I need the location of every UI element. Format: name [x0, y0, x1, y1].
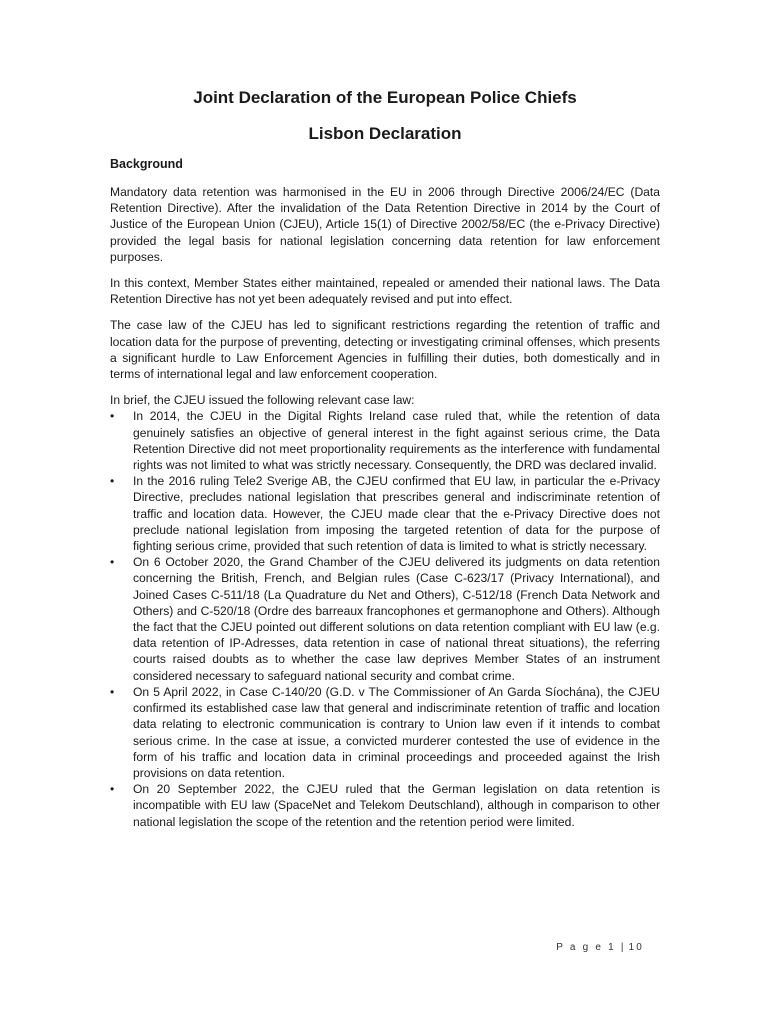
bullet-icon: •	[110, 555, 115, 570]
case-law-item-text: On 20 September 2022, the CJEU ruled that the German legislation on data retention is incompatible with EU law (SpaceNet and Telekom Deutschland), although in comparison to other national legislation the scope of the retention and the retention period were limited.	[133, 782, 660, 829]
document-subtitle: Lisbon Declaration	[308, 124, 462, 143]
case-law-item-text: On 5 April 2022, in Case C-140/20 (G.D. v The Commissioner of An Garda Síochána), the CJEU confirmed its established case law that general and indiscriminate retention of traffic and location data relating to electronic communication is contrary to Union law even if it intends to combat serious crime. In the case at issue, a convicted murderer contested the use of evidence in the form of his traffic and location data in criminal proceedings and proceeded against the Irish provisions on data retention.	[133, 684, 660, 780]
paragraph-data-retention-history: Mandatory data retention was harmonised in the EU in 2006 through Directive 2006/24/EC (Data Retention Directive). After the invalidation of the Data Retention Directive in 2014 by the Court of Justice of the European Union (CJEU), Article 15(1) of Directive 2002/58/EC (the e-Privacy Directive) provided the legal basis for national legislation concerning data retention for law enforcement purposes.	[110, 185, 660, 264]
paragraph-member-states-context: In this context, Member States either maintained, repealed or amended their national laws. The Data Retention Directive has not yet been adequately revised and put into effect.	[110, 276, 660, 307]
paragraph-case-law-restrictions: The case law of the CJEU has led to significant restrictions regarding the retention of traffic and location data for the purpose of preventing, detecting or investigating criminal offenses, which presents a significant hurdle to Law Enforcement Agencies in fulfilling their duties, both domestically and in terms of international legal and law enforcement cooperation.	[110, 318, 660, 382]
page-separator: |	[620, 942, 624, 953]
case-law-item-text: In 2014, the CJEU in the Digital Rights Ireland case ruled that, while the retention of data genuinely satisfies an objective of general interest in the fight against serious crime, the Data Retention Directive did not meet proportionality requirements as the interference with fundamental rights was not limited to what was strictly necessary. Consequently, the DRD was declared invalid.	[133, 409, 660, 473]
bullet-icon: •	[110, 409, 115, 424]
document-title: Joint Declaration of the European Police Chiefs	[193, 88, 577, 107]
case-law-item-grand-chamber-2020	[110, 554, 660, 684]
case-law-list-intro: In brief, the CJEU issued the following relevant case law:	[110, 393, 415, 408]
case-law-list	[110, 408, 660, 829]
page-number: 1	[608, 942, 616, 953]
case-law-item-tele2-sverige	[110, 473, 660, 554]
case-law-item-digital-rights-ireland	[110, 408, 660, 473]
bullet-icon: •	[110, 474, 115, 489]
page-label: P a g e	[556, 942, 604, 953]
bullet-icon: •	[110, 684, 115, 699]
case-law-item-text: In the 2016 ruling Tele2 Sverige AB, the CJEU confirmed that EU law, in particular the e-Privacy Directive, precludes national legislation that prescribes general and indiscriminate retention of traffic and location data. However, the CJEU made clear that the e-Privacy Directive does not preclude national legislation from imposing the targeted retention of data for the purpose of fighting serious crime, provided that such retention of data is limited to what is strictly necessary.	[133, 474, 660, 554]
case-law-item-spacenet-telekom	[110, 781, 660, 830]
total-pages: 10	[628, 942, 644, 953]
section-heading-background: Background	[110, 157, 183, 171]
case-law-item-text: On 6 October 2020, the Grand Chamber of the CJEU delivered its judgments on data retention concerning the British, French, and Belgian rules (Case C-623/17 (Privacy International), and Joined Cases C-511/18 (La Quadrature du Net and Others), C-512/18 (French Data Network and Others) and C-520/18 (Ordre des barreaux francophones et germanophone and Others). Although the fact that the CJEU pointed out different solutions on data retention compliant with EU law (e.g. data retention of IP-Adresses, data retention in case of national threat situations), the referring courts raised doubts as to whether the case law deprives Member States of an instrument considered necessary to safeguard national security and combat crime.	[133, 555, 660, 683]
case-law-item-garda-siochana	[110, 684, 660, 781]
document-body	[110, 184, 660, 830]
bullet-icon: •	[110, 782, 115, 797]
page-number-footer	[556, 942, 644, 953]
